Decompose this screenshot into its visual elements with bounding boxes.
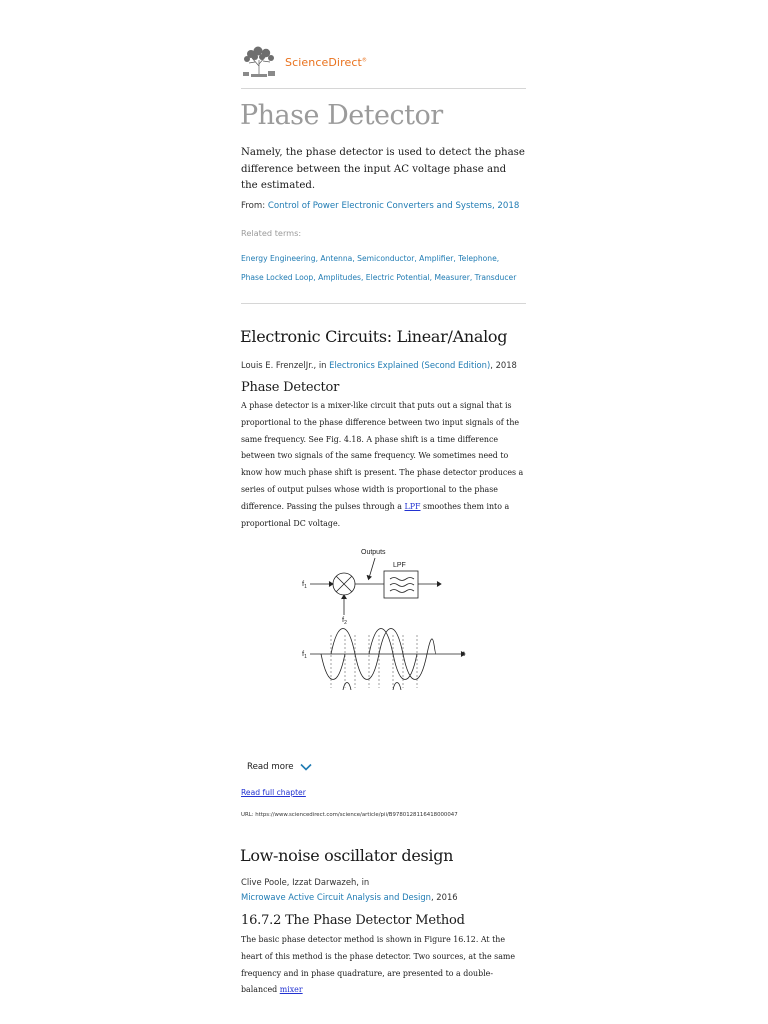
figure-label-f1: $f_1$ [302, 579, 307, 590]
related-term-link[interactable]: Amplitudes [318, 272, 361, 282]
section-subtitle: Phase Detector [241, 380, 340, 395]
related-term-link[interactable]: Transducer [474, 272, 517, 282]
lpf-link[interactable]: LPF [404, 501, 421, 511]
elsevier-logo-icon[interactable] [241, 46, 277, 79]
related-term-link[interactable]: Antenna [320, 254, 353, 263]
read-full-chapter-link[interactable]: Read full chapter [241, 788, 306, 797]
from-line [241, 201, 526, 211]
source-book-link[interactable]: Control of Power Electronic Converters and Systems, 2018 [267, 201, 520, 211]
brand-name[interactable]: ScienceDirect® [285, 56, 367, 69]
definition-text: Namely, the phase detector is used to detect the phase difference between the input AC voltage phase and the estimated. [241, 147, 525, 192]
related-term-link[interactable]: Phase Locked Loop [241, 272, 314, 282]
chevron-down-icon [300, 763, 312, 771]
related-terms-list: Energy Engineering, Antenna, Semiconductor, Amplifier, Telephone, Phase Locked Loop, Amplitudes, Electric Potential, Measurer, Transducer [241, 254, 517, 282]
related-term-link[interactable]: Energy Engineering [241, 254, 316, 263]
body-text: A phase detector is a mixer-like circuit that puts out a signal that is proportional to the phase difference between two input signals of the same frequency. See Fig. 4.18. A phase shift is a time difference between two signals of the same frequency. We sometimes need to know how much phase shift is present. The phase detector produces a series of output pulses whose width is proportional to the phase difference. Passing the pulses through a [241, 401, 524, 511]
related-terms-label: Related terms: [241, 228, 302, 238]
related-term-link[interactable]: Semiconductor [357, 254, 415, 263]
topic-divider [241, 303, 526, 304]
section-source [241, 892, 458, 902]
section-title: Electronic Circuits: Linear/Analog [240, 327, 508, 346]
phase-detector-figure [296, 540, 476, 690]
read-more-button[interactable] [247, 762, 312, 772]
section-body [241, 932, 526, 999]
publication-year: , 2016 [430, 892, 458, 902]
related-term-link[interactable]: Telephone [458, 254, 497, 263]
related-term-link[interactable]: Electric Potential [365, 272, 430, 282]
figure-label-outputs: Outputs [361, 549, 386, 556]
related-term-link[interactable]: Measurer [434, 272, 470, 282]
related-term-link[interactable]: Amplifier [419, 254, 454, 263]
section-subtitle: 16.7.2 The Phase Detector Method [241, 913, 465, 928]
body-text: The basic phase detector method is shown in Figure 16.12. At the heart of this method is the phase detector. Two sources, at the same frequency and in phase quadrature, are presented to a double-balanced [241, 935, 516, 995]
author-names: Louis E. FrenzelJr., in [241, 360, 330, 370]
section-authors: Clive Poole, Izzat Darwazeh, in [241, 877, 370, 887]
read-more-label: Read more [247, 762, 294, 772]
figure-label-f1-wave: $f_1$ [302, 649, 307, 660]
section-body [241, 398, 526, 532]
header-divider [241, 88, 526, 89]
section-byline [241, 360, 517, 370]
from-label: From: [241, 201, 268, 211]
figure-label-f2: $f_2$ [342, 615, 347, 626]
book-link[interactable]: Microwave Active Circuit Analysis and Design [241, 892, 431, 902]
figure-label-lpf: LPF [393, 562, 406, 569]
site-header [241, 44, 526, 80]
publication-year: , 2018 [490, 360, 517, 370]
body-text: smoothes them into a proportional DC voltage. [241, 501, 510, 528]
page-title: Phase Detector [240, 100, 443, 131]
section-title: Low-noise oscillator design [240, 846, 454, 865]
chapter-url: URL: https://www.sciencedirect.com/science/article/pii/B9780128116418000047 [241, 812, 458, 818]
book-link[interactable]: Electronics Explained (Second Edition) [329, 360, 491, 370]
mixer-link[interactable]: mixer [279, 985, 303, 995]
